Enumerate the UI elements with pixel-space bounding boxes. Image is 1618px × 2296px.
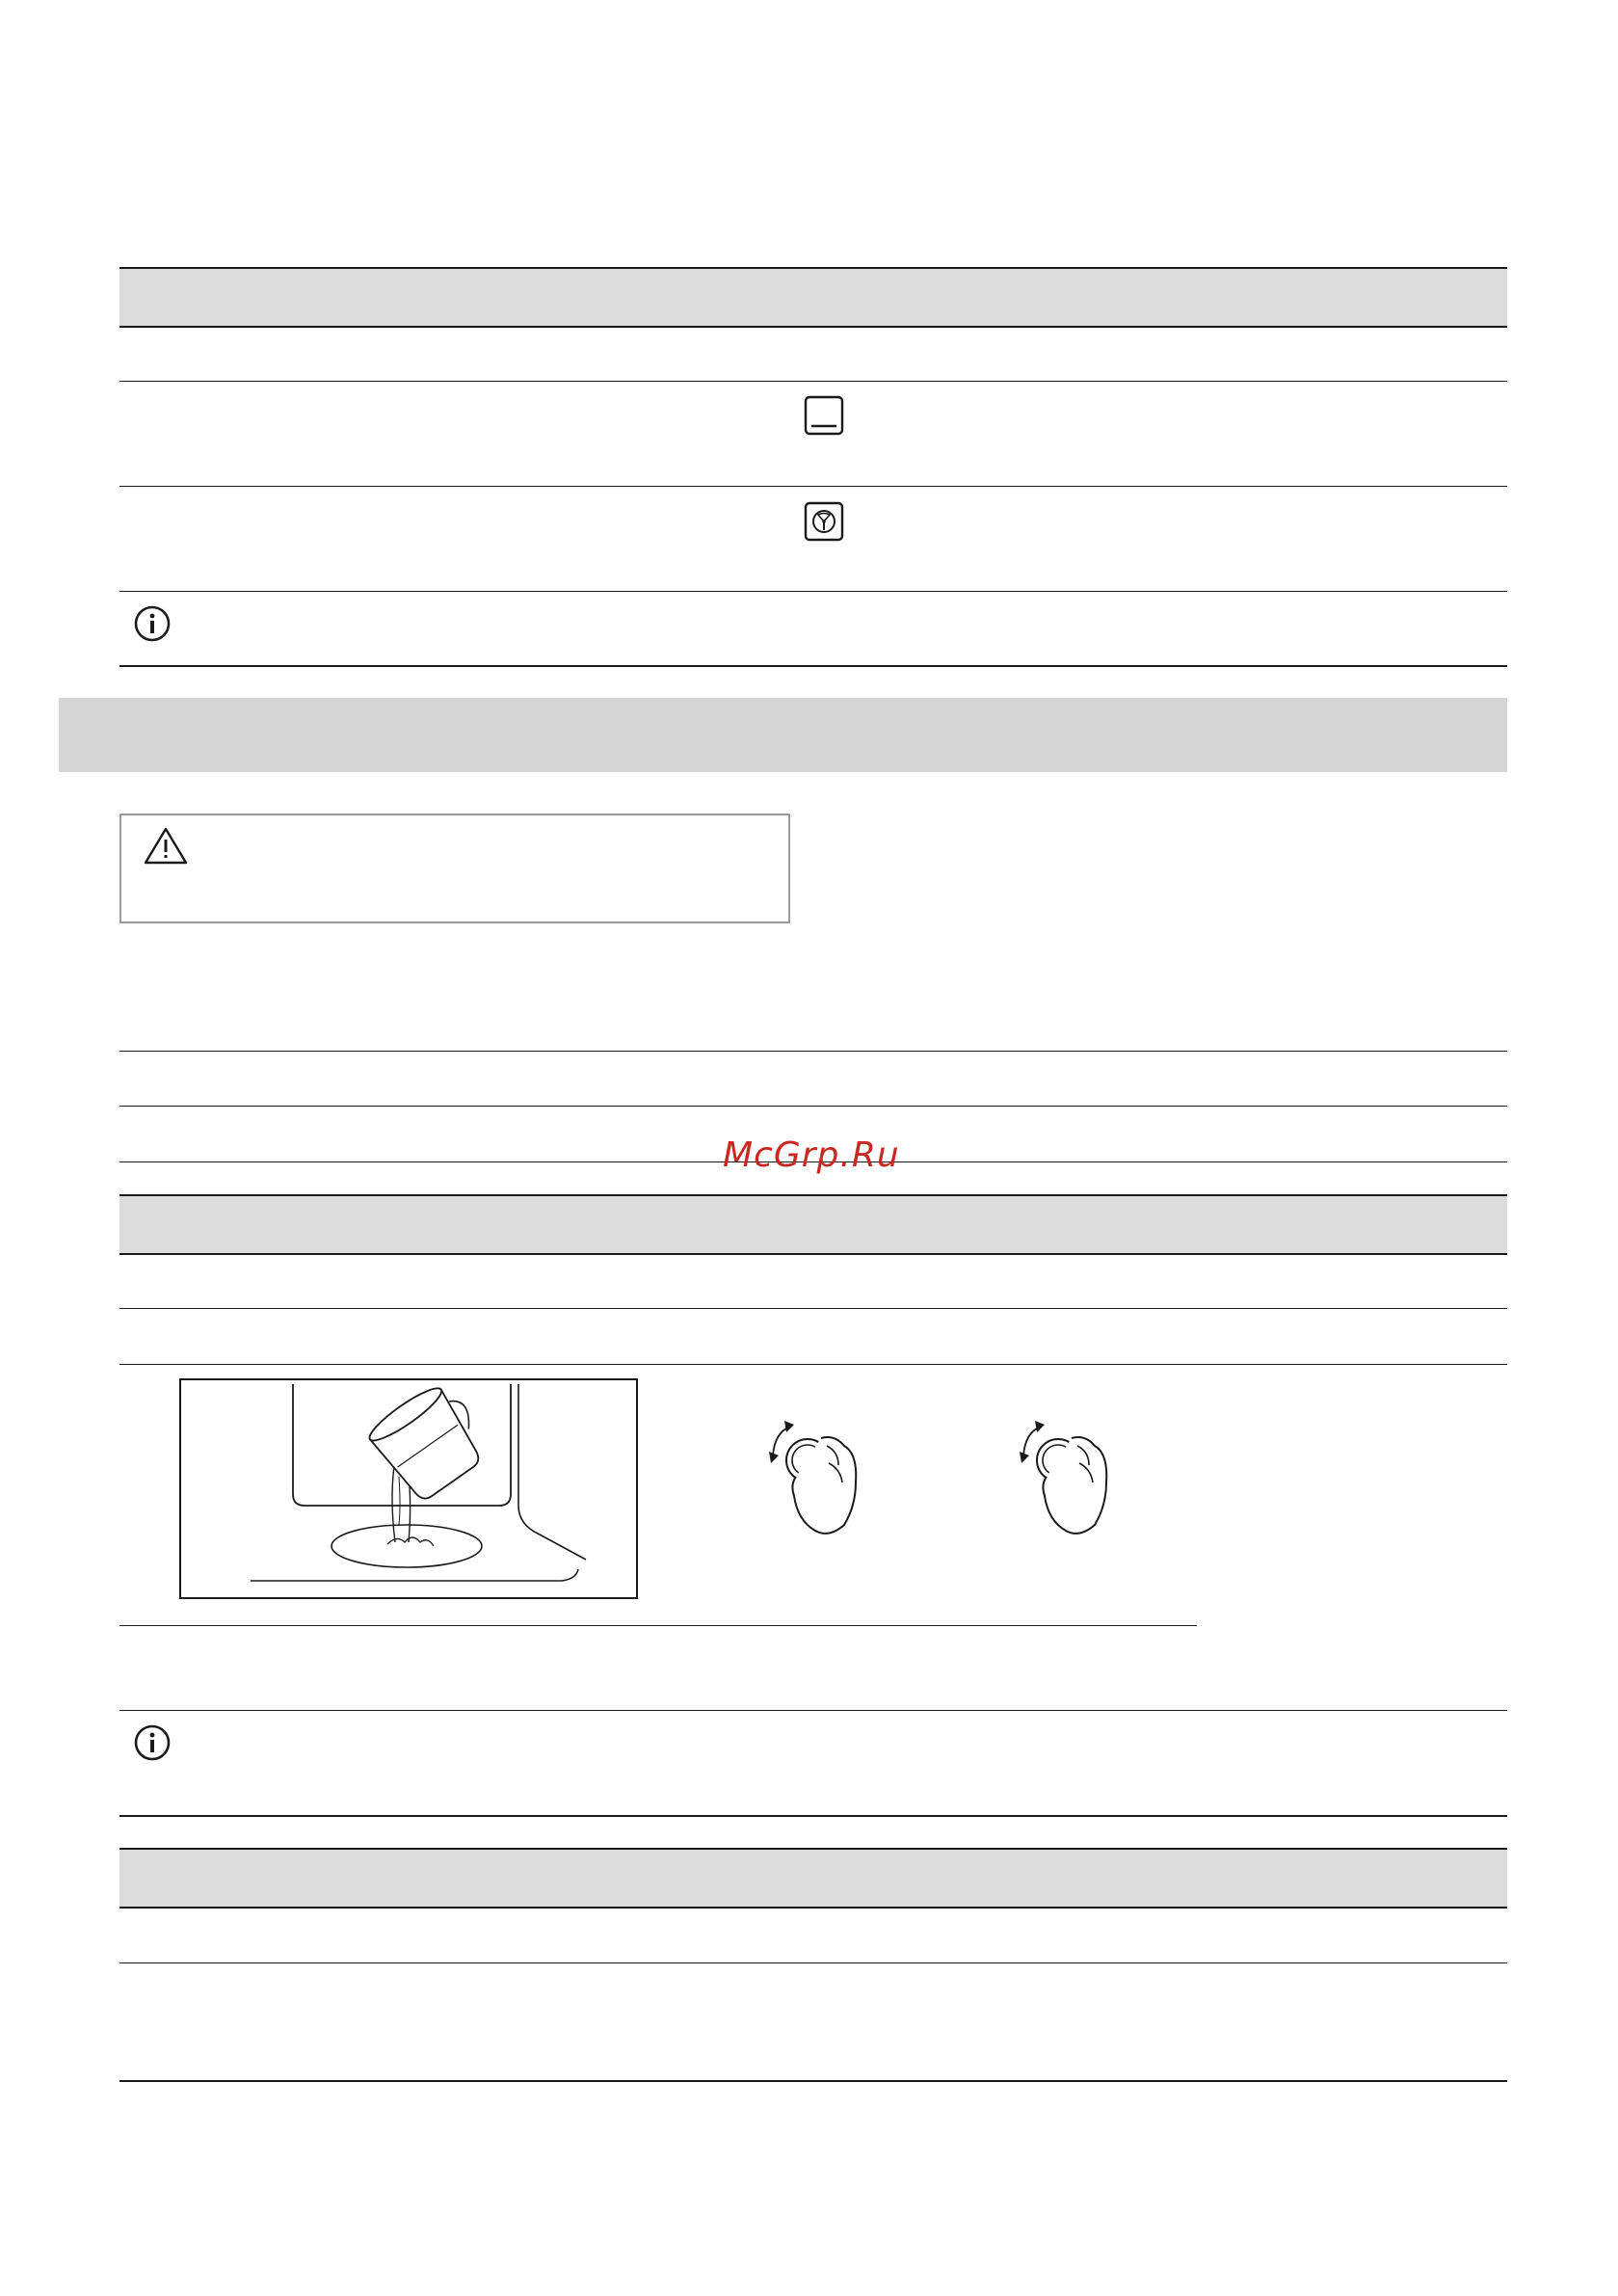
- info-icon: [133, 1723, 172, 1762]
- table-2-header: [119, 1195, 1507, 1253]
- table-3-bottom-rule: [119, 2080, 1507, 2082]
- info-note-bottom-rule: [119, 1815, 1507, 1817]
- table-3-header-rule: [119, 1907, 1507, 1909]
- table-1-bottom-rule: [119, 665, 1507, 667]
- figure-caption-rule: [119, 1625, 1197, 1626]
- oven-fan-icon: [804, 501, 844, 542]
- oven-top-heating-icon: [804, 395, 844, 436]
- section-heading-band: [59, 698, 1507, 772]
- table-2-row-rule: [119, 1308, 1507, 1309]
- info-note-top-rule: [119, 1710, 1507, 1711]
- warning-icon: [143, 825, 189, 866]
- table-3-top-rule: [119, 1848, 1507, 1850]
- info-icon: [133, 604, 172, 643]
- table-3-header: [119, 1849, 1507, 1907]
- table-1-row-rule: [119, 381, 1507, 382]
- pour-water-drawing: [181, 1380, 636, 1597]
- warning-box: [119, 814, 790, 923]
- table-1-row-rule-2: [119, 486, 1507, 487]
- rule-b: [119, 1106, 1507, 1107]
- knob-turn-illustration-2: [1012, 1407, 1127, 1552]
- watermark: McGrp.Ru: [723, 1135, 900, 1175]
- table-1-header-rule: [119, 326, 1507, 328]
- knob-turn-illustration-1: [761, 1407, 877, 1552]
- table-2-header-rule: [119, 1253, 1507, 1255]
- table-2-row-rule-2: [119, 1364, 1507, 1365]
- table-1-top-rule: [119, 267, 1507, 269]
- rule-a: [119, 1051, 1507, 1052]
- table-3-row-rule: [119, 1962, 1507, 1963]
- table-1-row-rule-3: [119, 591, 1507, 592]
- table-2-top-rule: [119, 1194, 1507, 1196]
- table-1-header: [119, 268, 1507, 326]
- pour-water-illustration: [179, 1378, 638, 1599]
